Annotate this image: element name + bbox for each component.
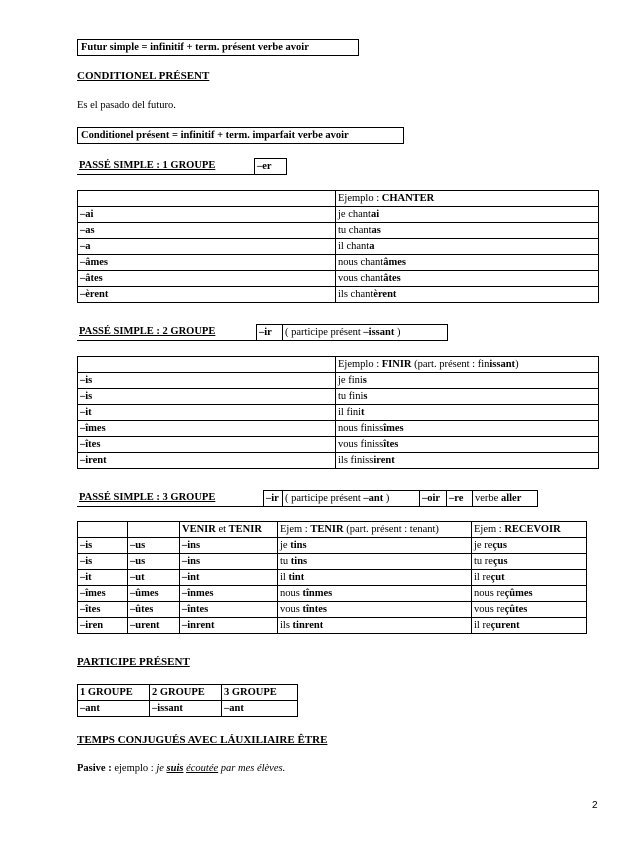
ps2-example-header: Ejemplo : FINIR (part. présent : finissant) bbox=[336, 357, 599, 373]
table-row: –irent ils finissirent bbox=[78, 453, 599, 469]
ps3-header-recevoir: Ejem : RECEVOIR bbox=[472, 522, 587, 538]
table-row: –ant –issant –ant bbox=[78, 701, 298, 717]
page-number: 2 bbox=[592, 800, 598, 811]
ps3-ending: –ir bbox=[263, 490, 283, 507]
table-row: –îmes nous finissîmes bbox=[78, 421, 599, 437]
ps1-example-header: Ejemplo : CHANTER bbox=[336, 191, 599, 207]
ps3-header-venir: VENIR et TENIR bbox=[180, 522, 278, 538]
ps3-note: ( participe présent –ant ) bbox=[282, 490, 420, 507]
table-row: –îmes –ûmes –înmes nous tînmes nous reçûmes bbox=[78, 586, 587, 602]
table-row bbox=[78, 522, 587, 538]
table-row: –it –ut –int il tint il reçut bbox=[78, 570, 587, 586]
table-row: –îtes vous finissîtes bbox=[78, 437, 599, 453]
table-row: –is –us –ins je tins je reçus bbox=[78, 538, 587, 554]
passive-line: Pasive : ejemplo : je suis écoutée par mes élèves. bbox=[77, 763, 286, 774]
ps1-title: PASSÉ SIMPLE : 1 GROUPE bbox=[77, 158, 255, 175]
cond-formula-box bbox=[77, 127, 404, 144]
ps3-re: –re bbox=[446, 490, 473, 507]
ps3-header bbox=[77, 490, 538, 507]
ps1-header bbox=[77, 158, 287, 175]
table-row: 1 GROUPE 2 GROUPE 3 GROUPE bbox=[78, 685, 298, 701]
table-row: –it il finit bbox=[78, 405, 599, 421]
ps2-header bbox=[77, 324, 448, 341]
table-row bbox=[78, 357, 599, 373]
ps2-ending: –ir bbox=[256, 324, 283, 341]
table-row: –as tu chantas bbox=[78, 223, 599, 239]
ps2-title: PASSÉ SIMPLE : 2 GROUPE bbox=[77, 324, 257, 341]
ps1-ending: –er bbox=[254, 158, 287, 175]
ps2-note: ( participe présent –issant ) bbox=[282, 324, 448, 341]
futur-formula-box bbox=[77, 39, 359, 56]
ps3-table bbox=[77, 521, 587, 634]
table-row: –is –us –ins tu tins tu reçus bbox=[78, 554, 587, 570]
table-row bbox=[78, 191, 599, 207]
table-row: –èrent ils chantèrent bbox=[78, 287, 599, 303]
cond-desc: Es el pasado del futuro. bbox=[77, 100, 176, 111]
ps3-oir: –oir bbox=[419, 490, 447, 507]
table-row: –âmes nous chantâmes bbox=[78, 255, 599, 271]
participe-title: PARTICIPE PRÉSENT bbox=[77, 656, 190, 668]
ps3-title: PASSÉ SIMPLE : 3 GROUPE bbox=[77, 490, 264, 507]
cond-title: CONDITIONEL PRÉSENT bbox=[77, 70, 210, 82]
table-row: –ai je chantai bbox=[78, 207, 599, 223]
table-row: –âtes vous chantâtes bbox=[78, 271, 599, 287]
table-row: –is je finis bbox=[78, 373, 599, 389]
cond-formula: Conditionel présent = infinitif + term. imparfait verbe avoir bbox=[81, 130, 349, 141]
futur-formula: Futur simple = infinitif + term. présent verbe avoir bbox=[81, 42, 309, 53]
table-row: –a il chanta bbox=[78, 239, 599, 255]
ps1-table bbox=[77, 190, 599, 303]
table-row: –is tu finis bbox=[78, 389, 599, 405]
participe-table bbox=[77, 684, 298, 717]
table-row: –îtes –ûtes –întes vous tîntes vous reçûtes bbox=[78, 602, 587, 618]
table-row: –iren –urent –inrent ils tinrent il reçurent bbox=[78, 618, 587, 634]
temps-title: TEMPS CONJUGUÉS AVEC LÁUXILIAIRE ÊTRE bbox=[77, 734, 328, 746]
ps3-header-tenir: Ejem : TENIR (part. présent : tenant) bbox=[278, 522, 472, 538]
ps2-table bbox=[77, 356, 599, 469]
ps3-verbe-aller: verbe aller bbox=[472, 490, 538, 507]
